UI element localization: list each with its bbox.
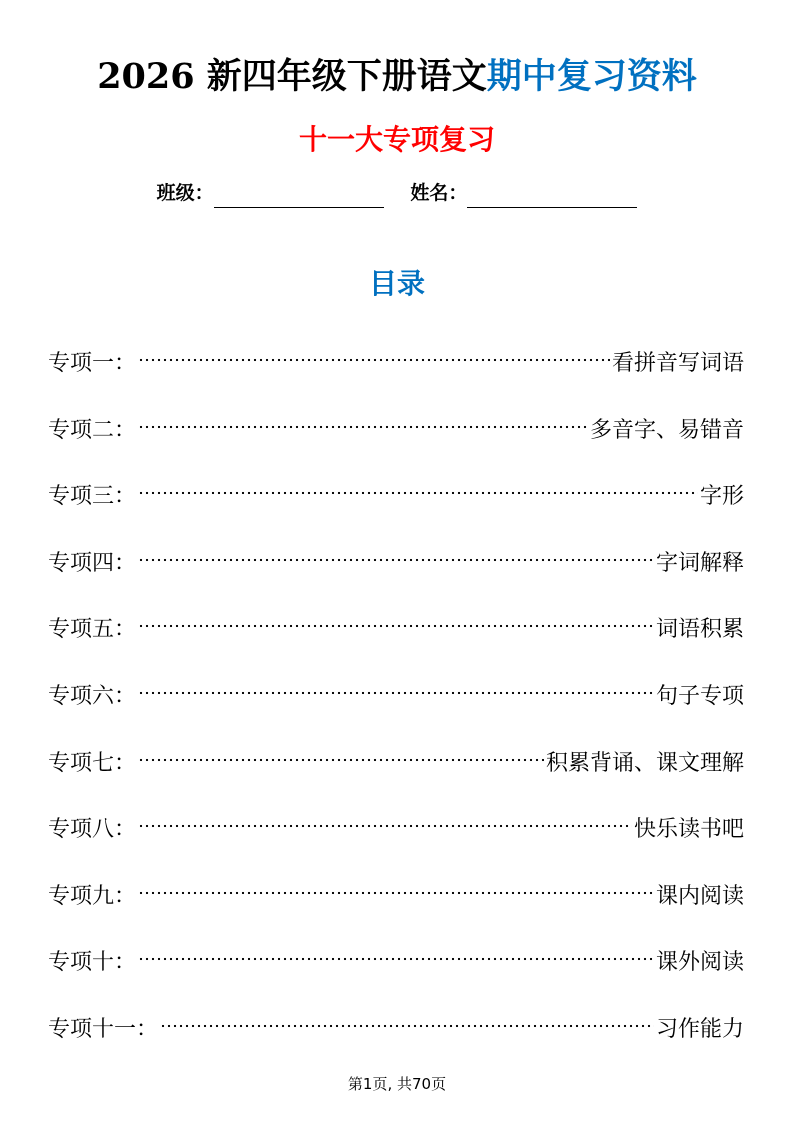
name-label: 姓名： <box>410 182 468 204</box>
class-label: 班级： <box>156 182 214 204</box>
toc-leader-dots <box>138 891 654 895</box>
toc-row-label: 专项八： <box>48 817 137 843</box>
toc-leader-dots <box>160 1024 654 1028</box>
toc-row-title: 积累背诵、课文理解 <box>545 750 744 776</box>
toc-row <box>48 606 744 654</box>
toc-row-label: 专项七： <box>48 750 137 776</box>
toc-row <box>48 740 744 788</box>
toc-row-title: 词语积累 <box>655 617 744 643</box>
title-main: 2026 新四年级下册语文 <box>97 56 487 97</box>
toc-row-label: 专项九： <box>48 883 137 909</box>
table-of-contents <box>48 340 744 1073</box>
document-title <box>0 52 794 102</box>
student-info-fields <box>0 178 794 208</box>
toc-heading: 目录 <box>368 267 425 300</box>
toc-row-label: 专项四： <box>48 550 137 576</box>
toc-row-label: 专项五： <box>48 617 137 643</box>
class-blank-line <box>214 185 384 208</box>
toc-row-title: 多音字、易错音 <box>589 417 744 443</box>
toc-row-title: 课内阅读 <box>655 883 744 909</box>
toc-row <box>48 407 744 455</box>
toc-leader-dots <box>138 691 654 695</box>
toc-leader-dots <box>138 491 698 495</box>
toc-leader-dots <box>138 358 610 362</box>
toc-leader-dots <box>138 758 544 762</box>
toc-row-label: 专项二： <box>48 417 137 443</box>
toc-row <box>48 873 744 921</box>
toc-row-label: 专项十： <box>48 950 137 976</box>
toc-row <box>48 939 744 987</box>
toc-leader-dots <box>138 957 654 961</box>
page-footer: 第1页, 共70页 <box>347 1075 447 1093</box>
toc-row <box>48 806 744 854</box>
toc-row-title: 字形 <box>699 484 744 510</box>
toc-row <box>48 540 744 588</box>
toc-row-title: 课外阅读 <box>655 950 744 976</box>
toc-leader-dots <box>138 558 654 562</box>
toc-row <box>48 473 744 521</box>
toc-row-title: 看拼音写词语 <box>611 351 744 376</box>
document-subtitle: 十一大专项复习 <box>298 123 495 156</box>
toc-row-title: 习作能力 <box>655 1016 744 1042</box>
toc-row-label: 专项三： <box>48 484 137 510</box>
toc-row-title: 句子专项 <box>655 683 744 709</box>
toc-row-label: 专项十一： <box>48 1016 159 1042</box>
toc-row <box>48 1006 744 1054</box>
title-accent: 期中复习资料 <box>486 56 697 97</box>
name-blank-line <box>467 185 637 208</box>
toc-leader-dots <box>138 624 654 628</box>
toc-row-title: 快乐读书吧 <box>633 817 744 843</box>
toc-row <box>48 340 744 388</box>
toc-leader-dots <box>138 824 632 828</box>
toc-row-title: 字词解释 <box>655 550 744 576</box>
toc-row-label: 专项一： <box>48 351 137 376</box>
toc-row <box>48 673 744 721</box>
toc-leader-dots <box>138 425 588 429</box>
toc-row-label: 专项六： <box>48 683 137 709</box>
